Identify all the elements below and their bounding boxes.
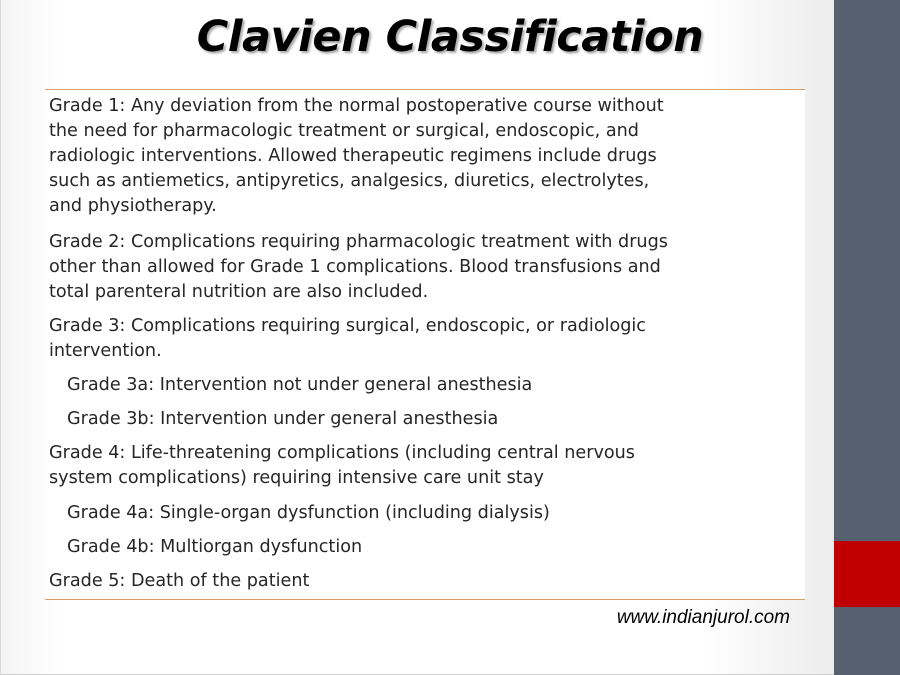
grade-4-text [49,441,635,491]
grade-5-line: Grade 5: Death of the patient [49,571,310,591]
grade-1-line: radiologic interventions. Allowed therapeutic regimens include drugs [49,146,657,166]
grade-3-text [49,314,646,364]
grade-4b-text [67,535,362,560]
grade-3a-line: Grade 3a: Intervention not under general anesthesia [67,375,533,395]
grade-2-line: Grade 2: Complications requiring pharmacologic treatment with drugs [49,232,668,252]
grade-3a-text [67,373,532,398]
grade-4-line: Grade 4: Life-threatening complications (including central nervous [49,443,635,463]
grade-4-line: system complications) requiring intensive care unit stay [49,468,544,488]
grade-4a-text [67,501,550,526]
grade-5-text [49,569,309,594]
grade-2-text [49,230,668,305]
grade-2-line: total parenteral nutrition are also included. [49,282,429,302]
grade-1-line: such as antiemetics, antipyretics, analgesics, diuretics, electrolytes, [49,171,650,191]
slide-title: Clavien Classification [196,12,704,62]
classification-table [45,89,805,600]
grade-3b-line: Grade 3b: Intervention under general anesthesia [67,409,499,429]
grade-3-line: Grade 3: Complications requiring surgical, endoscopic, or radiologic [49,316,646,336]
grade-4a-line: Grade 4a: Single-organ dysfunction (including dialysis) [67,503,550,523]
grade-2-line: other than allowed for Grade 1 complications. Blood transfusions and [49,257,661,277]
grade-3b-text [67,407,498,432]
source-url: www.indianjurol.com [616,607,790,628]
grade-1-text [49,94,664,219]
grade-1-line: Grade 1: Any deviation from the normal postoperative course without [49,96,664,116]
grade-1-line: and physiotherapy. [49,196,217,216]
side-accent-block [834,541,900,607]
grade-3-line: intervention. [49,341,162,361]
grade-1-line: the need for pharmacologic treatment or surgical, endoscopic, and [49,121,639,141]
grade-4b-line: Grade 4b: Multiorgan dysfunction [67,537,363,557]
